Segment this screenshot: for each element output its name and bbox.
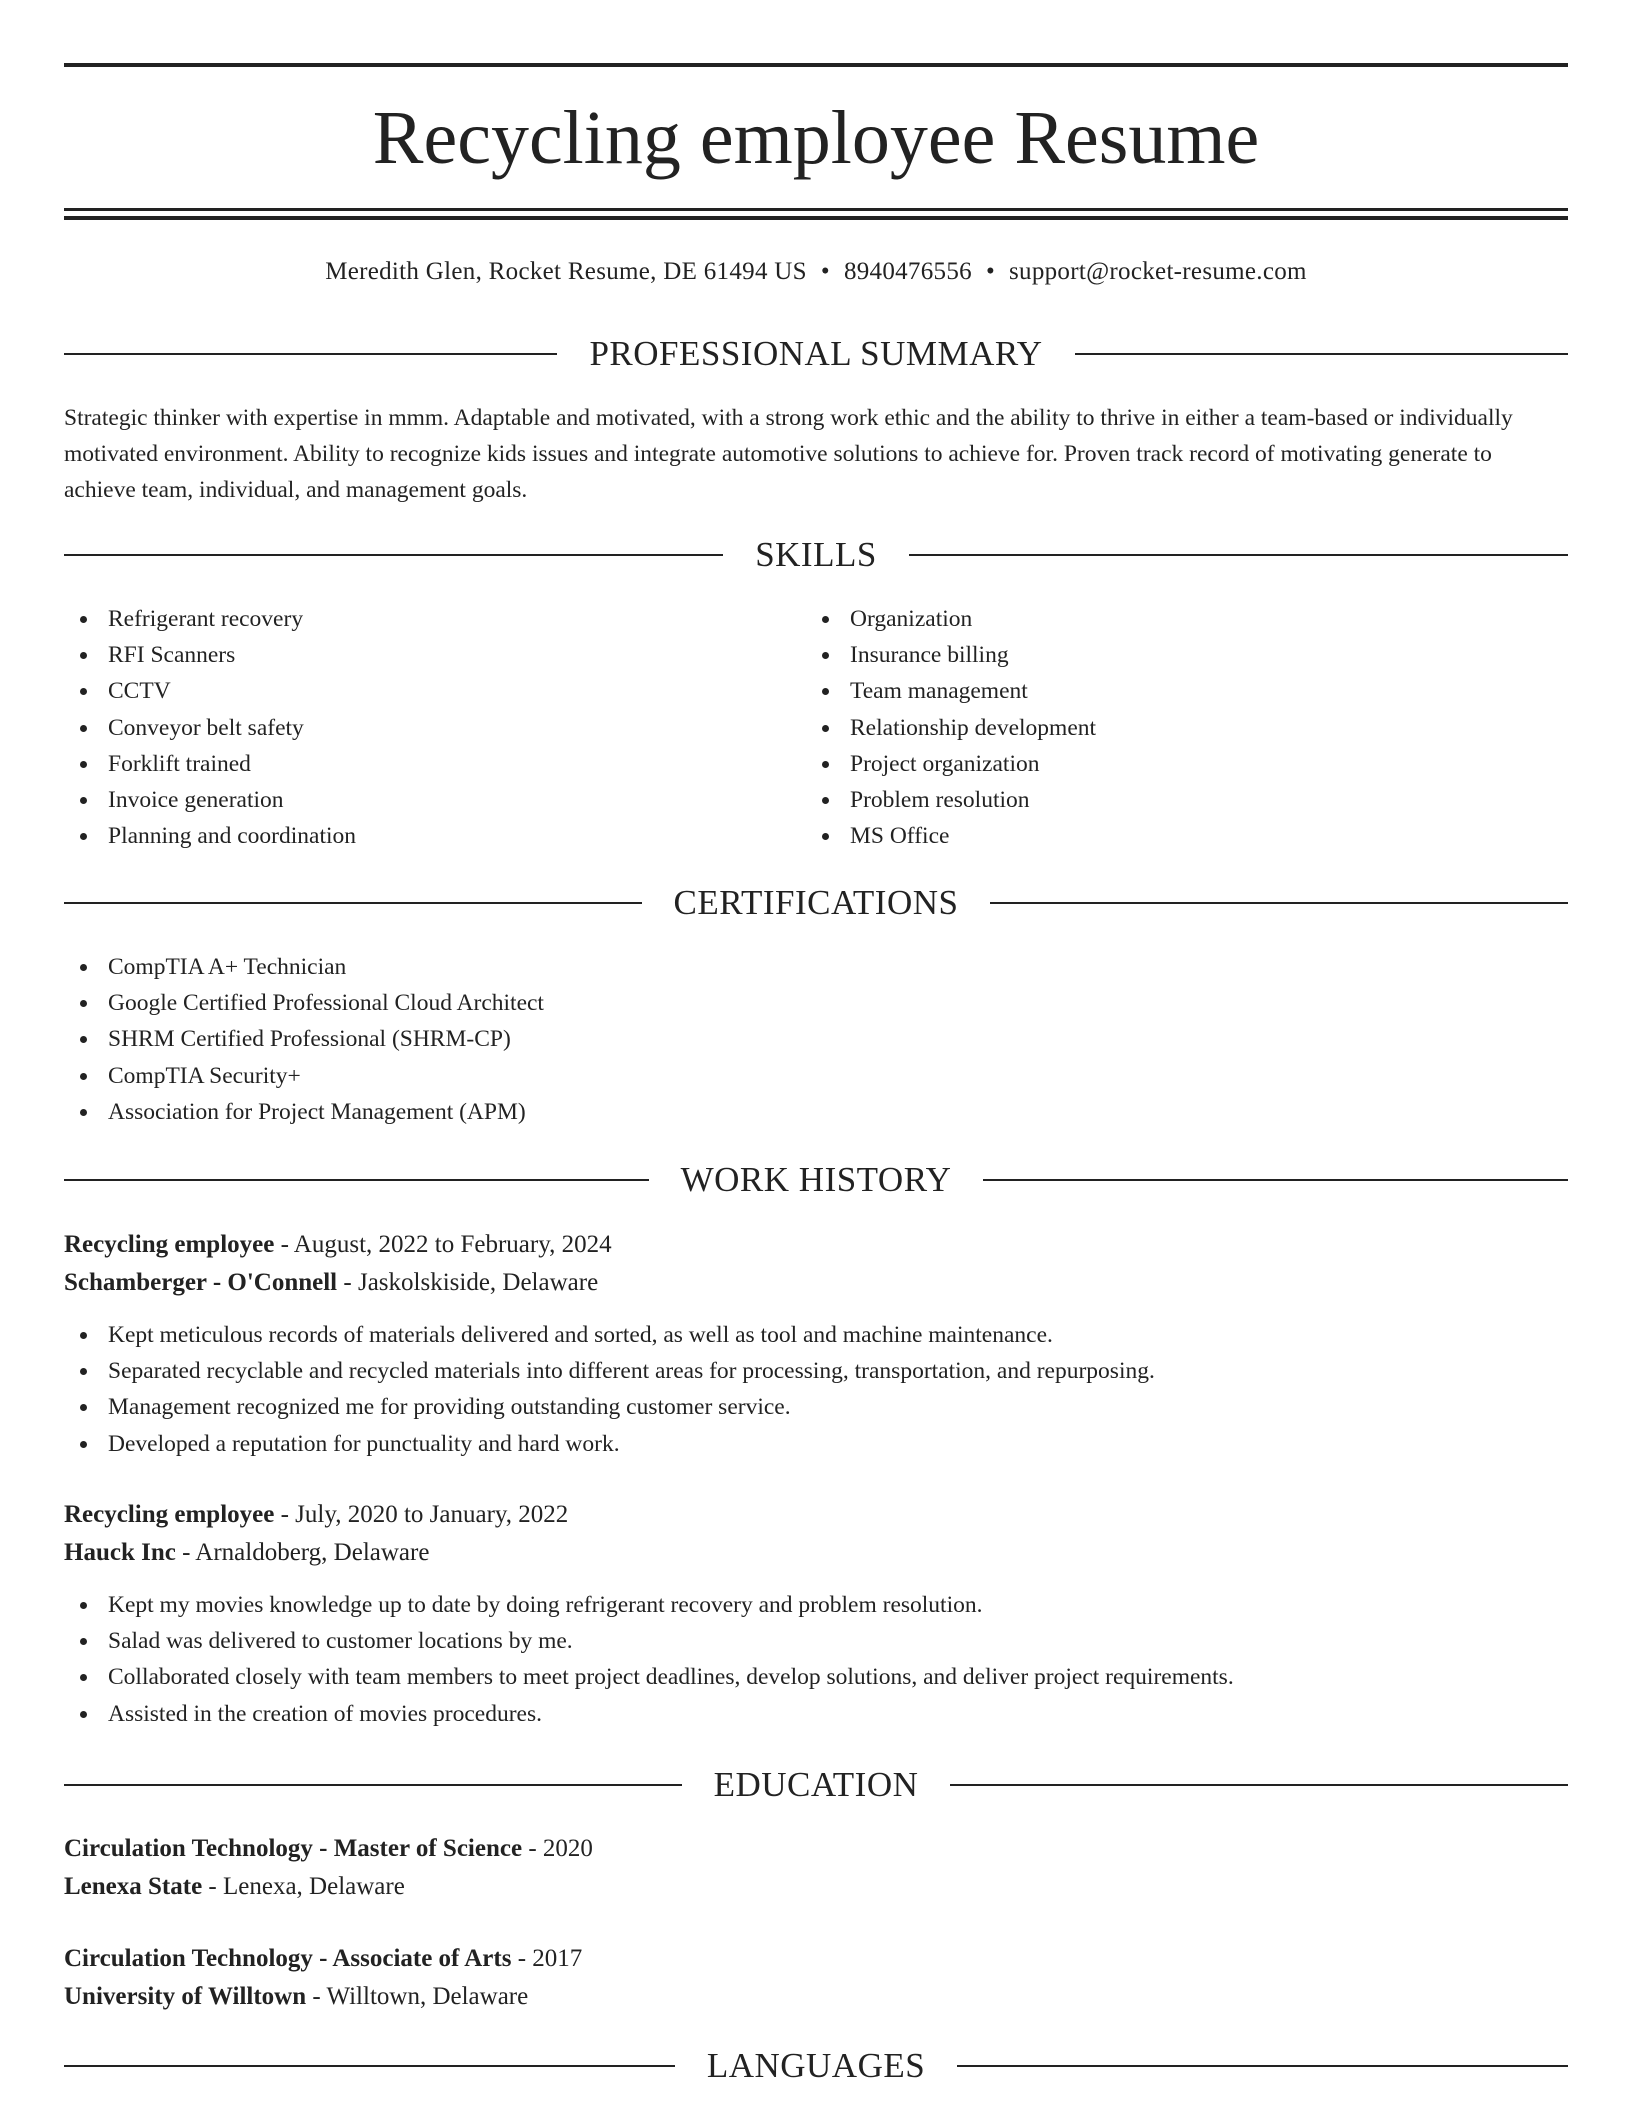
- job-dates: - July, 2020 to January, 2022: [274, 1501, 569, 1528]
- skill-item: MS Office: [806, 818, 1096, 854]
- section-rule: [64, 1784, 682, 1786]
- education-school: University of Willtown: [64, 1983, 307, 2010]
- job-company: Schamberger - O'Connell: [64, 1269, 338, 1296]
- contact-address: Meredith Glen, Rocket Resume, DE 61494 US: [325, 258, 807, 285]
- section-rule: [64, 353, 557, 355]
- contact-email: support@rocket-resume.com: [1009, 258, 1307, 285]
- job-company-line: [64, 1534, 1568, 1572]
- certifications-list: [64, 949, 544, 1130]
- job-bullet: Kept my movies knowledge up to date by doing refrigerant recovery and problem resolution.: [64, 1587, 1568, 1623]
- job-bullet: Kept meticulous records of materials delivered and sorted, as well as tool and machine maintenance.: [64, 1317, 1568, 1353]
- section-rule: [64, 554, 723, 556]
- skill-item: Relationship development: [806, 710, 1096, 746]
- section-rule: [64, 902, 642, 904]
- section-rule: [909, 554, 1568, 556]
- contact-phone: 8940476556: [843, 258, 972, 285]
- section-title: SKILLS: [755, 535, 877, 574]
- section-header-work-history: [64, 1158, 1568, 1202]
- job-bullets: [64, 1317, 1568, 1462]
- skill-item: Planning and coordination: [64, 818, 356, 854]
- certification-item: Association for Project Management (APM): [64, 1094, 544, 1130]
- job-title-line: [64, 1226, 1568, 1264]
- job-location: - Arnaldoberg, Delaware: [175, 1539, 430, 1566]
- job-bullet: Developed a reputation for punctuality and hard work.: [64, 1426, 1568, 1462]
- top-rule: [64, 63, 1568, 67]
- education-school: Lenexa State: [64, 1873, 203, 1900]
- job-bullet: Assisted in the creation of movies procedures.: [64, 1696, 1568, 1732]
- section-header-certifications: [64, 881, 1568, 925]
- job-location: - Jaskolskiside, Delaware: [337, 1269, 599, 1296]
- job-company: Hauck Inc: [64, 1539, 176, 1566]
- section-rule: [64, 1179, 649, 1181]
- job-entry: [64, 1226, 1568, 1462]
- job-company-line: [64, 1264, 1568, 1302]
- section-title: EDUCATION: [713, 1765, 919, 1804]
- skill-item: Insurance billing: [806, 637, 1096, 673]
- job-dates: - August, 2022 to February, 2024: [274, 1231, 612, 1258]
- section-rule: [1075, 353, 1568, 355]
- certification-item: CompTIA A+ Technician: [64, 949, 544, 985]
- section-header-education: [64, 1763, 1568, 1807]
- skill-item: Team management: [806, 673, 1096, 709]
- skill-item: Problem resolution: [806, 782, 1096, 818]
- job-title-line: [64, 1496, 1568, 1534]
- contact-separator: •: [820, 258, 830, 285]
- education-degree-line: [64, 1830, 1568, 1868]
- job-bullets: [64, 1587, 1568, 1732]
- job-bullet: Collaborated closely with team members to meet project deadlines, develop solutions, and deliver project requirements.: [64, 1659, 1568, 1695]
- section-rule: [983, 1179, 1568, 1181]
- education-location: - Lenexa, Delaware: [202, 1873, 405, 1900]
- section-rule: [957, 2065, 1568, 2067]
- skill-item: Organization: [806, 601, 1096, 637]
- certification-item: SHRM Certified Professional (SHRM-CP): [64, 1021, 544, 1057]
- resume-title: Recycling employee Resume: [372, 96, 1260, 180]
- section-rule: [64, 2065, 675, 2067]
- section-header-skills: [64, 533, 1568, 577]
- skills-list-left: [64, 601, 356, 854]
- education-location: - Willtown, Delaware: [306, 1983, 529, 2010]
- education-degree-line: [64, 1940, 1568, 1978]
- section-rule: [990, 902, 1568, 904]
- skill-item: Conveyor belt safety: [64, 710, 356, 746]
- education-school-line: [64, 1978, 1568, 2016]
- skill-item: Project organization: [806, 746, 1096, 782]
- section-title: LANGUAGES: [706, 2046, 926, 2085]
- skills-list-right: [806, 601, 1096, 854]
- education-year: - 2017: [511, 1945, 583, 1972]
- contact-separator: •: [985, 258, 995, 285]
- education-entry: [64, 1830, 1568, 1906]
- education-entry: [64, 1940, 1568, 2016]
- contact-line: [64, 256, 1568, 288]
- title-double-rule: [64, 208, 1568, 220]
- education-year: - 2020: [522, 1835, 593, 1862]
- job-bullet: Management recognized me for providing outstanding customer service.: [64, 1389, 1568, 1425]
- skill-item: Refrigerant recovery: [64, 601, 356, 637]
- section-header-summary: [64, 332, 1568, 376]
- education-school-line: [64, 1868, 1568, 1906]
- section-title: WORK HISTORY: [680, 1160, 952, 1199]
- skill-item: CCTV: [64, 673, 356, 709]
- certification-item: CompTIA Security+: [64, 1058, 544, 1094]
- education-degree: Circulation Technology - Master of Science: [64, 1835, 523, 1862]
- summary-text: Strategic thinker with expertise in mmm. Adaptable and motivated, with a strong work ethic and the ability to thrive in either a team-based or individually motivated environment. Ability to recognize kids issues and integrate automotive solutions to achieve for. Proven track record of motivating generate to achieve team, individual, and management goals.: [64, 405, 1513, 503]
- section-title: PROFESSIONAL SUMMARY: [589, 334, 1043, 373]
- skill-item: RFI Scanners: [64, 637, 356, 673]
- skill-item: Forklift trained: [64, 746, 356, 782]
- job-title: Recycling employee: [64, 1231, 275, 1258]
- job-bullet: Separated recyclable and recycled materials into different areas for processing, transportation, and repurposing.: [64, 1353, 1568, 1389]
- job-bullet: Salad was delivered to customer locations by me.: [64, 1623, 1568, 1659]
- education-degree: Circulation Technology - Associate of Arts: [64, 1945, 512, 1972]
- section-rule: [950, 1784, 1568, 1786]
- job-title: Recycling employee: [64, 1501, 275, 1528]
- job-entry: [64, 1496, 1568, 1732]
- certification-item: Google Certified Professional Cloud Architect: [64, 985, 544, 1021]
- section-title: CERTIFICATIONS: [673, 883, 959, 922]
- section-header-languages: [64, 2044, 1568, 2088]
- skill-item: Invoice generation: [64, 782, 356, 818]
